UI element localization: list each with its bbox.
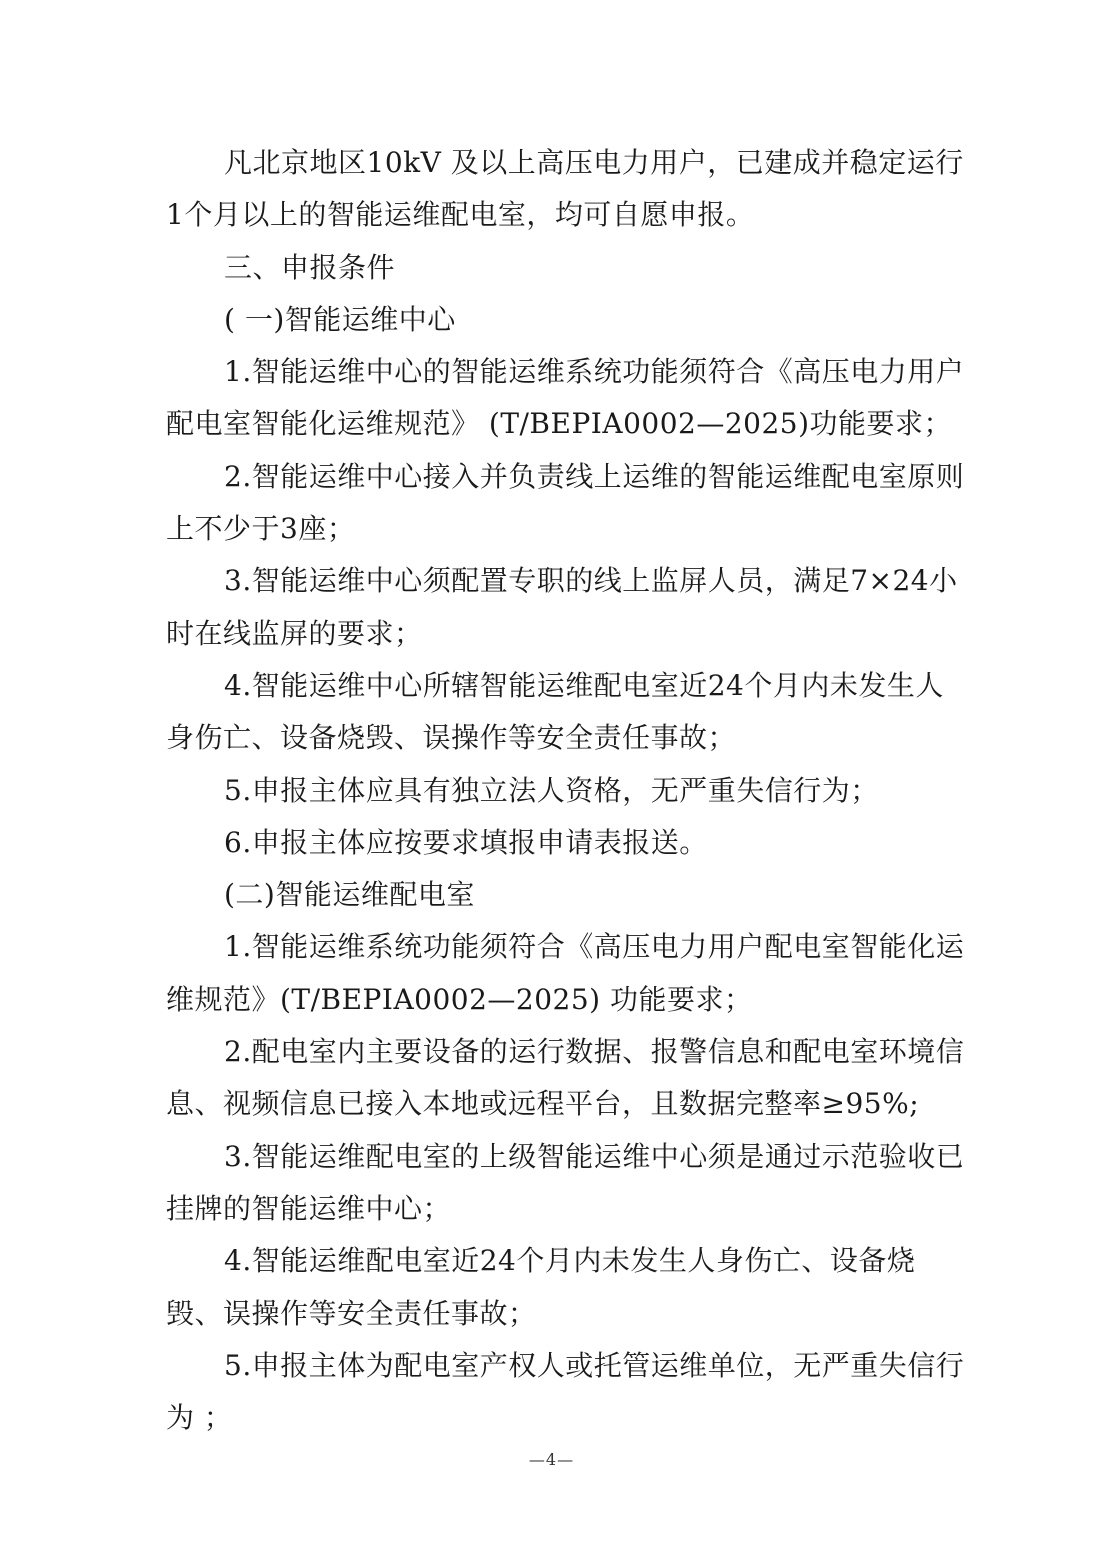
center-item-5: 5.申报主体应具有独立法人资格，无严重失信行为； [224, 773, 879, 807]
center-item-1: 1.智能运维中心的智能运维系统功能须符合《高压电力用户配电室智能化运维规范》 (T/BEPIA0002—2025)功能要求； [166, 355, 965, 441]
center-item-6: 6.申报主体应按要求填报申请表报送。 [224, 825, 708, 859]
room-item-2: 2.配电室内主要设备的运行数据、报警信息和配电室环境信息、视频信息已接入本地或远程平台，且数据完整率≥95%; [166, 1035, 965, 1121]
room-item-3: 3.智能运维配电室的上级智能运维中心须是通过示范验收已挂牌的智能运维中心； [166, 1139, 965, 1225]
paragraph-eligibility: 凡北京地区10kV 及以上高压电力用户，已建成并稳定运行 1个月以上的智能运维配电室，均可自愿申报。 [166, 146, 964, 232]
room-item-4: 4.智能运维配电室近24个月内未发生人身伤亡、设备烧毁、误操作等安全责任事故； [166, 1244, 916, 1330]
room-item-1: 1.智能运维系统功能须符合《高压电力用户配电室智能化运维规范》(T/BEPIA0002—2025) 功能要求； [166, 930, 965, 1016]
center-item-2: 2.智能运维中心接入并负责线上运维的智能运维配电室原则上不少于3座； [166, 459, 965, 546]
room-item-5: 5.申报主体为配电室产权人或托管运维单位，无严重失信行为 ； [166, 1348, 965, 1435]
subsection-heading-center: ( 一)智能运维中心 [224, 302, 456, 336]
subsection-heading-room: (二)智能运维配电室 [224, 878, 475, 912]
page-number: —4— [528, 1450, 575, 1469]
center-item-3: 3.智能运维中心须配置专职的线上监屏人员，满足7×24小时在线监屏的要求； [166, 564, 958, 650]
document-body [166, 137, 966, 1444]
center-item-4: 4.智能运维中心所辖智能运维配电室近24个月内未发生人身伤亡、设备烧毁、误操作等安全责任事故； [166, 668, 944, 755]
section-heading-conditions: 三、申报条件 [224, 250, 396, 284]
